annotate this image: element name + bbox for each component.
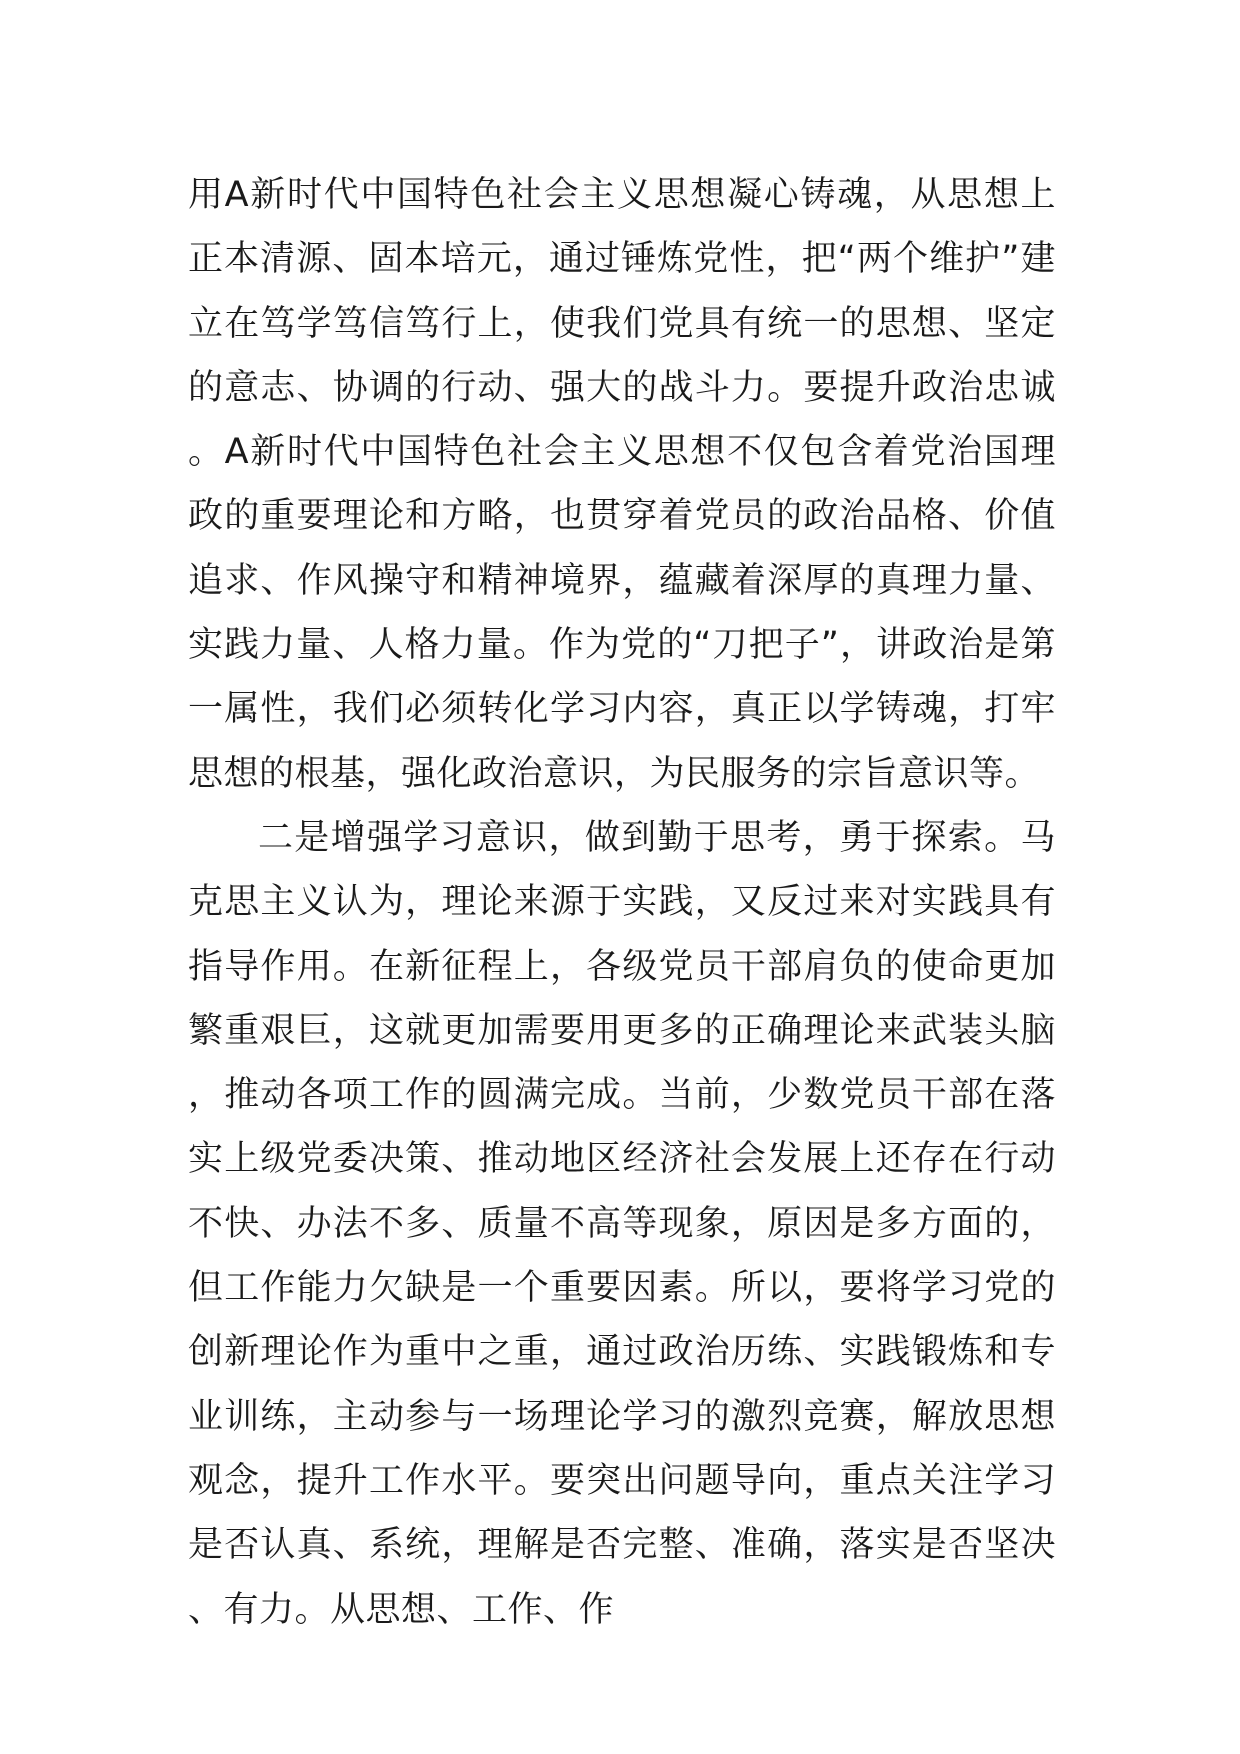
paragraph-2: 二是增强学习意识，做到勤于思考，勇于探索。马克思主义认为，理论来源于实践，又反过来对实践具有指导作用。在新征程上，各级党员干部肩负的使命更加繁重艰巨，这就更加需要用更多的正确理论来武装头脑，推动各项工作的圆满完成。当前，少数党员干部在落实上级党委决策、推动地区经济社会发展上还存在行动不快、办法不多、质量不高等现象，原因是多方面的，但工作能力欠缺是一个重要因素。所以，要将学习党的创新理论作为重中之重，通过政治历练、实践锻炼和专业训练，主动参与一场理论学习的激烈竞赛，解放思想观念，提升工作水平。要突出问题导向，重点关注学习是否认真、系统，理解是否完整、准确，落实是否坚决、有力。从思想、工作、作 [188,817,1056,1630]
document-body [188,163,1056,1642]
paragraph-1: 用A新时代中国特色社会主义思想凝心铸魂，从思想上正本清源、固本培元，通过锤炼党性，把“两个维护”建立在笃学笃信笃行上，使我们党具有统一的思想、坚定的意志、协调的行动、强大的战斗力。要提升政治忠诚。A新时代中国特色社会主义思想不仅包含着党治国理政的重要理论和方略，也贯穿着党员的政治品格、价值追求、作风操守和精神境界，蕴藏着深厚的真理力量、实践力量、人格力量。作为党的“刀把子”，讲政治是第一属性，我们必须转化学习内容，真正以学铸魂，打牢思想的根基，强化政治意识，为民服务的宗旨意识等。 [188,175,1056,794]
